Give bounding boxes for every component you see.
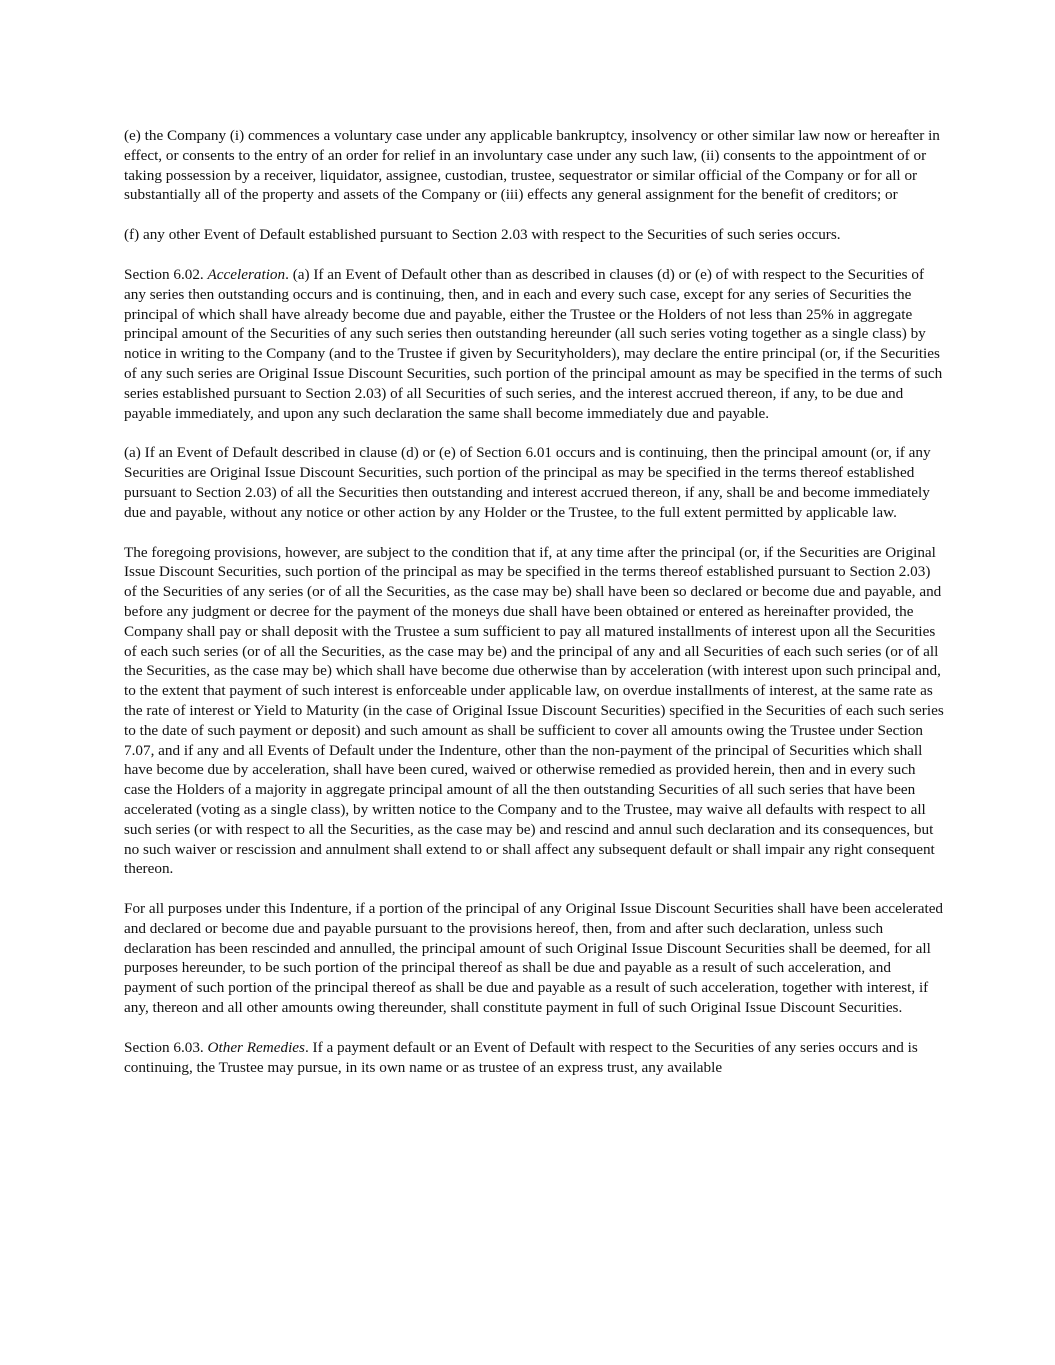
section-6-02-acceleration bbox=[124, 265, 944, 423]
paragraph-clause-a-automatic: (a) If an Event of Default described in clause (d) or (e) of Section 6.01 occurs and is continuing, then the principal amount (or, if any Securities are Original Issue Discount Securities, such portion of the principal as may be specified in the terms thereof established pursuant to Section 2.03) of all the Securities then outstanding and interest accrued thereon, if any, shall be and become immediately due and payable, without any notice or other action by any Holder or the Trustee, to the full extent permitted by applicable law. bbox=[124, 444, 931, 521]
document-page bbox=[124, 126, 944, 1097]
section-6-02-number: Section 6.02. bbox=[124, 265, 208, 283]
section-6-03-other-remedies bbox=[124, 1038, 944, 1078]
section-6-03-body: . If a payment default or an Event of Default with respect to the Securities of any series occurs and is continuing, the Trustee may pursue, in its own name or as trustee of an express trust, any available bbox=[124, 1038, 918, 1076]
paragraph-all-purposes: For all purposes under this Indenture, if a portion of the principal of any Original Issue Discount Securities shall have been accelerated and declared or become due and payable pursuant to the provisions hereof, then, from and after such declaration, unless such declaration has been rescinded and annulled, the principal amount of such Original Issue Discount Securities shall be deemed, for all purposes hereunder, to be such portion of the principal thereof as shall be due and payable as a result of such acceleration, and payment of such portion of the principal thereof as shall be due and payable as a result of such acceleration, together with interest, if any, thereon and all other amounts owing thereunder, shall constitute payment in full of such Original Issue Discount Securities. bbox=[124, 900, 944, 1017]
paragraph-clause-e: (e) the Company (i) commences a voluntary case under any applicable bankruptcy, insolvency or other similar law now or hereafter in effect, or consents to the entry of an order for relief in an involuntary case under any such law, (ii) consents to the appointment of or taking possession by a receiver, liquidator, assignee, custodian, trustee, sequestrator or similar official of the Company or for all or substantially all of the property and assets of the Company or (iii) effects any general assignment for the benefit of creditors; or bbox=[124, 127, 940, 204]
section-6-02-title: Acceleration bbox=[207, 265, 286, 283]
section-6-03-title: Other Remedies bbox=[207, 1038, 305, 1056]
section-6-02-body: . (a) If an Event of Default other than as described in clauses (d) or (e) of with respect to the Securities of any series then outstanding occurs and is continuing, then, and in each and every such case, except for any series of Securities the principal of which shall have already become due and payable, either the Trustee or the Holders of not less than 25% in aggregate principal amount of the Securities of any such series then outstanding hereunder (all such series voting together as a single class) by notice in writing to the Company (and to the Trustee if given by Securityholders), may declare the entire principal (or, if the Securities of any such series are Original Issue Discount Securities, such portion of the principal amount as may be specified in the terms of such series established pursuant to Section 2.03) of all Securities of such series, and the interest accrued thereon, if any, to be due and payable immediately, and upon any such declaration the same shall become immediately due and payable. bbox=[124, 265, 943, 422]
paragraph-foregoing-provisions: The foregoing provisions, however, are subject to the condition that if, at any time after the principal (or, if the Securities are Original Issue Discount Securities, such portion of the principal as may be specified in the terms thereof established pursuant to Section 2.03) of the Securities of any series (or of all the Securities, as the case may be) shall have been so declared or become due and payable, and before any judgment or decree for the payment of the moneys due shall have been obtained or entered as hereinafter provided, the Company shall pay or shall deposit with the Trustee a sum sufficient to pay all matured installments of interest upon all the Securities of each such series (or of all the Securities, as the case may be) and the principal of any and all Securities of each such series (or of all the Securities, as the case may be) which shall have become due otherwise than by acceleration (with interest upon such principal and, to the extent that payment of such interest is enforceable under applicable law, on overdue installments of interest, at the same rate as the rate of interest or Yield to Maturity (in the case of Original Issue Discount Securities) specified in the Securities of each such series to the date of such payment or deposit) and such amount as shall be sufficient to cover all amounts owing the Trustee under Section 7.07, and if any and all Events of Default under the Indenture, other than the non-payment of the principal of Securities which shall have become due by acceleration, shall have been cured, waived or otherwise remedied as provided herein, then and in every such case the Holders of a majority in aggregate principal amount of all the then outstanding Securities of all such series that have been accelerated (voting as a single class), by written notice to the Company and to the Trustee, may waive all defaults with respect to all such series (or with respect to all the Securities, as the case may be) and rescind and annul such declaration and its consequences, but no such waiver or rescission and annulment shall extend to or shall affect any subsequent default or shall impair any right consequent thereon. bbox=[124, 543, 944, 878]
section-6-03-number: Section 6.03. bbox=[124, 1038, 208, 1056]
paragraph-clause-f: (f) any other Event of Default established pursuant to Section 2.03 with respect to the Securities of such series occurs. bbox=[124, 226, 841, 244]
